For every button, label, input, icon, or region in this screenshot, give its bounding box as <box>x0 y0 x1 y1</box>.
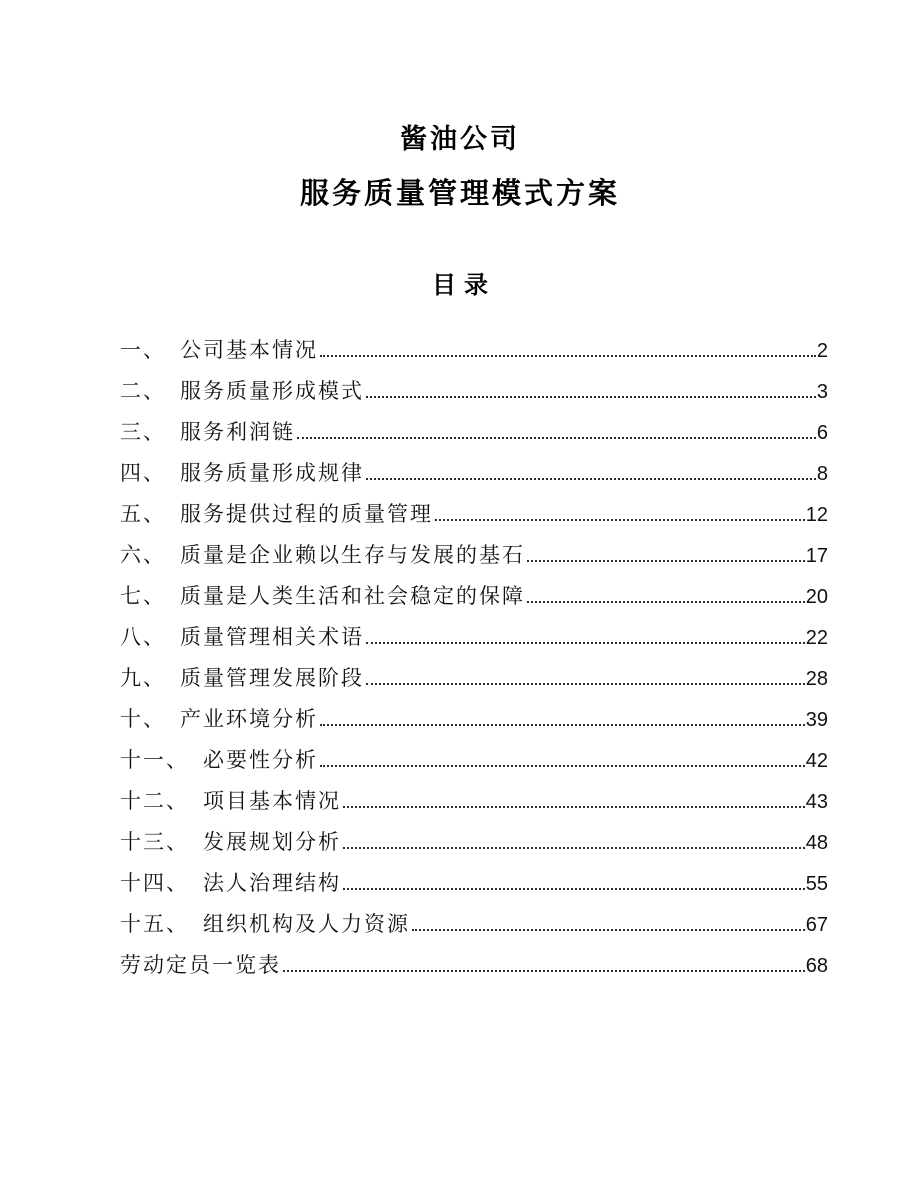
toc-entry-page: 39 <box>805 709 828 731</box>
toc-entry-title: 质量管理相关术语 <box>180 625 364 649</box>
toc-entry-number: 六、 <box>120 543 166 567</box>
toc-entry[interactable] <box>120 904 828 945</box>
toc-entry-page: 17 <box>805 545 828 567</box>
toc-entry-page: 6 <box>816 422 828 444</box>
toc-dot-leader <box>366 642 805 644</box>
toc-entry[interactable] <box>120 740 828 781</box>
toc-entry-page: 2 <box>816 340 828 362</box>
toc-entry-page: 42 <box>805 750 828 772</box>
toc-entry-page: 20 <box>805 586 828 608</box>
toc-entry-title: 服务利润链 <box>180 420 295 444</box>
toc-entry-page: 55 <box>805 873 828 895</box>
toc-dot-leader <box>320 765 805 767</box>
toc-entry[interactable] <box>120 453 828 494</box>
toc-entry-page: 28 <box>805 668 828 690</box>
toc-entry[interactable] <box>120 781 828 822</box>
document-title: 酱油公司 <box>400 124 520 154</box>
toc-entry-title: 发展规划分析 <box>203 830 341 854</box>
toc-entry-number: 十五、 <box>120 912 189 936</box>
toc-entry[interactable] <box>120 576 828 617</box>
toc-entry-number: 八、 <box>120 625 166 649</box>
toc-entry[interactable] <box>120 658 828 699</box>
toc-entry-title: 质量是企业赖以生存与发展的基石 <box>180 543 525 567</box>
toc-entry-title: 组织机构及人力资源 <box>203 912 410 936</box>
toc-entry-title: 法人治理结构 <box>203 871 341 895</box>
toc-entry-title: 服务提供过程的质量管理 <box>180 502 433 526</box>
toc-entry[interactable] <box>120 617 828 658</box>
toc-dot-leader <box>343 888 805 890</box>
toc-entry[interactable] <box>120 822 828 863</box>
toc-dot-leader <box>527 560 805 562</box>
toc-entry-number: 四、 <box>120 461 166 485</box>
toc-dot-leader <box>297 437 816 439</box>
toc-entry-page: 68 <box>805 955 828 977</box>
toc-entry-title: 公司基本情况 <box>180 338 318 362</box>
toc-entry-number: 十三、 <box>120 830 189 854</box>
toc-entry-page: 12 <box>805 504 828 526</box>
toc-entry-number: 十一、 <box>120 748 189 772</box>
toc-entry-page: 8 <box>816 463 828 485</box>
toc-dot-leader <box>366 396 816 398</box>
toc-dot-leader <box>435 519 805 521</box>
toc-dot-leader <box>343 806 805 808</box>
toc-entry-number: 二、 <box>120 379 166 403</box>
toc-entry-number: 七、 <box>120 584 166 608</box>
toc-entry-number: 三、 <box>120 420 166 444</box>
toc-entry-page: 43 <box>805 791 828 813</box>
toc-entry-number: 十二、 <box>120 789 189 813</box>
toc-entry[interactable] <box>120 371 828 412</box>
toc-entry-title: 劳动定员一览表 <box>120 953 281 977</box>
toc-heading: 目录 <box>432 273 496 299</box>
toc-entry-page: 3 <box>816 381 828 403</box>
toc-entry[interactable] <box>120 412 828 453</box>
toc-dot-leader <box>320 355 816 357</box>
toc-entry[interactable] <box>120 863 828 904</box>
toc-entry-title: 质量管理发展阶段 <box>180 666 364 690</box>
toc-entry-number: 一、 <box>120 338 166 362</box>
toc-entry[interactable] <box>120 945 828 986</box>
toc-dot-leader <box>283 970 805 972</box>
toc-dot-leader <box>527 601 805 603</box>
toc-entry-page: 22 <box>805 627 828 649</box>
toc-dot-leader <box>366 478 816 480</box>
toc-entry[interactable] <box>120 535 828 576</box>
toc-entry[interactable] <box>120 699 828 740</box>
document-subtitle: 服务质量管理模式方案 <box>299 178 620 210</box>
toc-entry-number: 十四、 <box>120 871 189 895</box>
toc-entry-title: 服务质量形成规律 <box>180 461 364 485</box>
toc-dot-leader <box>412 929 805 931</box>
toc-entry-title: 必要性分析 <box>203 748 318 772</box>
toc-entry-page: 67 <box>805 914 828 936</box>
toc-entry-title: 项目基本情况 <box>203 789 341 813</box>
toc-entry-number: 五、 <box>120 502 166 526</box>
toc-entry-title: 服务质量形成模式 <box>180 379 364 403</box>
toc-dot-leader <box>343 847 805 849</box>
toc-entry-title: 质量是人类生活和社会稳定的保障 <box>180 584 525 608</box>
toc-list <box>120 330 828 986</box>
toc-dot-leader <box>320 724 805 726</box>
toc-entry-title: 产业环境分析 <box>180 707 318 731</box>
toc-entry[interactable] <box>120 494 828 535</box>
toc-entry-number: 十、 <box>120 707 166 731</box>
toc-dot-leader <box>366 683 805 685</box>
toc-entry[interactable] <box>120 330 828 371</box>
toc-entry-number: 九、 <box>120 666 166 690</box>
toc-entry-page: 48 <box>805 832 828 854</box>
